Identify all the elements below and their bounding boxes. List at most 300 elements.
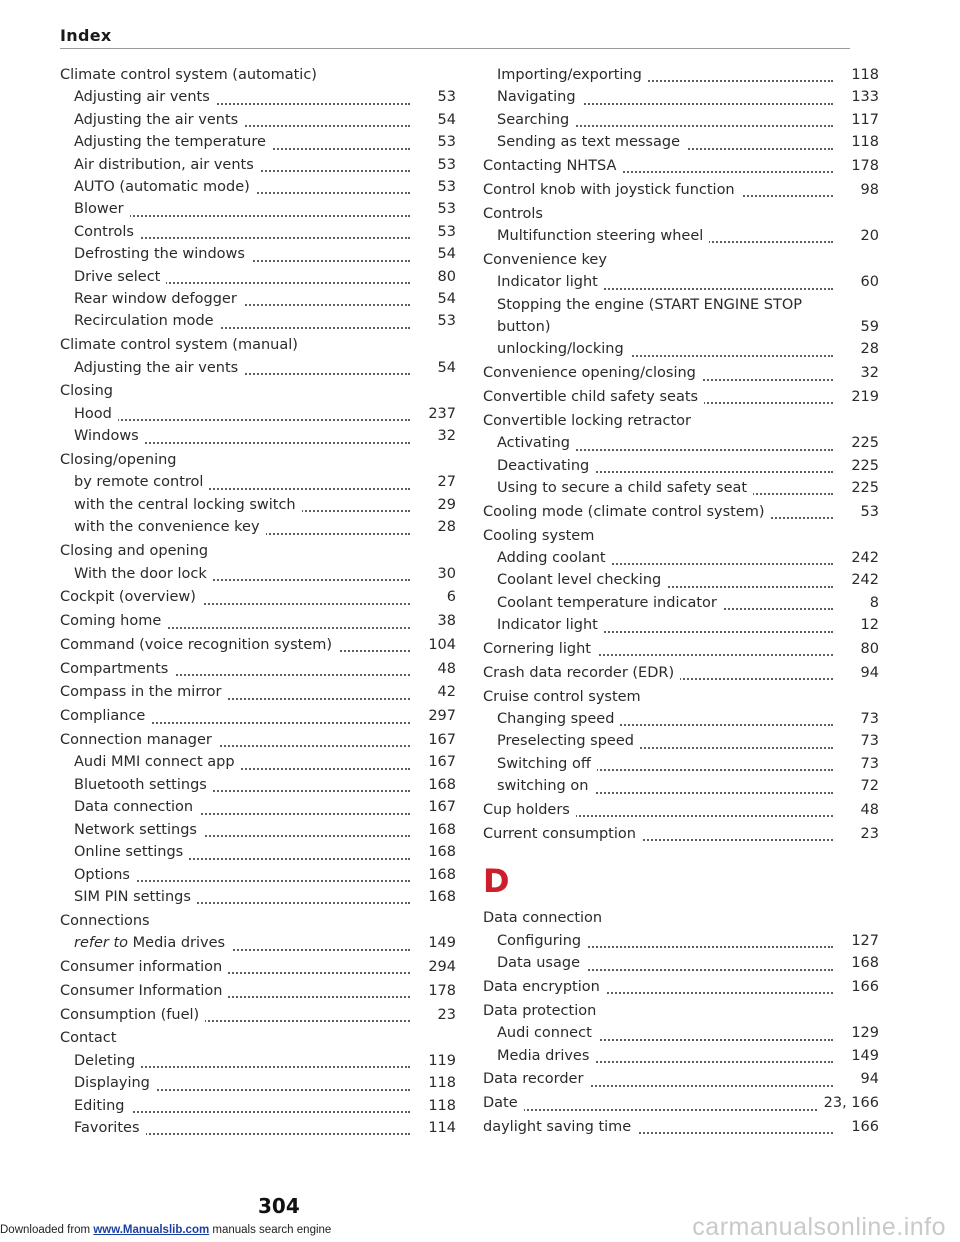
entry-text: SIM PIN settings [74, 888, 191, 905]
entry-label [483, 365, 702, 381]
entry-text: Compliance [60, 708, 146, 725]
page-reference: 53 [416, 154, 456, 176]
index-subentry [74, 886, 456, 908]
watermark-text: carmanualsonline.info [692, 1213, 946, 1241]
entry-label [74, 134, 272, 150]
entry-label [483, 206, 543, 222]
page-reference: 54 [416, 288, 456, 310]
index-subentry [74, 266, 456, 288]
entry-label [60, 637, 338, 653]
page-reference: 23, 166 [818, 1092, 879, 1114]
page-reference: 149 [416, 932, 456, 954]
entry-label [60, 913, 150, 929]
page-reference: 225 [839, 477, 879, 499]
index-subentry [497, 730, 879, 752]
entry-label [74, 822, 203, 838]
index-entry [60, 681, 456, 703]
entry-text: Cruise control system [483, 688, 641, 705]
index-entry [60, 334, 456, 356]
index-column-right [483, 64, 879, 1138]
entry-label [74, 1098, 131, 1114]
entry-text: Configuring [497, 932, 582, 949]
index-entry [60, 449, 456, 471]
entry-label [497, 572, 667, 588]
entry-label [60, 732, 218, 748]
entry-text: Audi connect [497, 1025, 592, 1042]
entry-label [74, 246, 251, 262]
index-subentry [74, 774, 456, 796]
entry-text: Convenience opening/closing [483, 365, 696, 382]
entry-text: Windows [74, 428, 139, 445]
entry-label [60, 1007, 205, 1023]
index-subentry [497, 432, 879, 454]
entry-text: with the convenience key [74, 519, 260, 536]
index-subentry [497, 294, 879, 339]
entry-text: Contacting NHTSA [483, 158, 617, 175]
entry-label [497, 112, 575, 128]
entry-text: With the door lock [74, 565, 207, 582]
entry-label [497, 228, 709, 244]
page-reference: 167 [416, 729, 456, 751]
page-reference: 133 [839, 86, 879, 108]
entry-text: Coolant temperature indicator [497, 594, 717, 611]
index-entry [60, 1027, 456, 1049]
index-subentry [74, 243, 456, 265]
index-entry [483, 410, 879, 432]
entry-text: Media drives [132, 935, 226, 952]
index-subentry [497, 547, 879, 569]
entry-label [60, 613, 167, 629]
page-reference: 53 [416, 198, 456, 220]
index-subentry [497, 952, 879, 974]
index-subentry [497, 271, 879, 293]
entry-text: Adjusting the temperature [74, 134, 266, 151]
entry-text: Convenience key [483, 251, 607, 268]
footer-prefix: Downloaded from [0, 1224, 94, 1236]
entry-text: Using to secure a child safety seat [497, 480, 748, 497]
entry-label [74, 269, 166, 285]
entry-label [74, 406, 118, 422]
entry-label [483, 252, 607, 268]
page-reference: 54 [416, 357, 456, 379]
page-reference: 118 [839, 64, 879, 86]
index-subentry [497, 1045, 879, 1067]
page-reference: 54 [416, 243, 456, 265]
page-reference: 168 [416, 774, 456, 796]
entry-label [483, 826, 642, 842]
entry-label [74, 112, 244, 128]
index-subentry [74, 357, 456, 379]
entry-text: Climate control system (manual) [60, 337, 298, 354]
index-subentry [497, 338, 879, 360]
header-divider [60, 48, 850, 49]
entry-label [74, 474, 209, 490]
index-subentry [74, 563, 456, 585]
page-reference: 98 [839, 179, 879, 201]
entry-text: by remote control [74, 474, 204, 491]
index-entry [483, 1068, 879, 1090]
page-reference: 225 [839, 432, 879, 454]
page-reference: 166 [839, 1116, 879, 1138]
entry-label [74, 201, 130, 217]
page-reference: 12 [839, 614, 879, 636]
index-subentry [497, 1022, 879, 1044]
page-reference: 32 [839, 362, 879, 384]
page-reference: 38 [416, 610, 456, 632]
entry-text: Online settings [74, 844, 184, 861]
entry-text: Data usage [497, 955, 580, 972]
entry-text: Adjusting air vents [74, 89, 210, 106]
index-entry [60, 729, 456, 751]
entry-label [483, 910, 602, 926]
index-entry [483, 249, 879, 271]
entry-text: Cockpit (overview) [60, 589, 196, 606]
entry-text: with the central locking switch [74, 496, 296, 513]
entry-label [483, 1119, 637, 1135]
index-subentry [497, 753, 879, 775]
entry-text: Preselecting speed [497, 733, 634, 750]
entry-label [74, 844, 189, 860]
index-entry [60, 586, 456, 608]
page-reference: 166 [839, 976, 879, 998]
entry-label [60, 684, 228, 700]
entry-text: Data protection [483, 1002, 597, 1019]
entry-text: Date [483, 1095, 518, 1112]
entry-text: Searching [497, 111, 570, 128]
page-reference: 28 [416, 516, 456, 538]
page-reference: 80 [839, 638, 879, 660]
index-subentry [497, 131, 879, 153]
entry-text: Editing [74, 1097, 125, 1114]
page-reference: 53 [416, 310, 456, 332]
entry-text: Coming home [60, 613, 162, 630]
page-reference: 42 [416, 681, 456, 703]
entry-text: Deactivating [497, 457, 590, 474]
cross-reference-prefix: refer to [74, 935, 133, 952]
entry-text: Stopping the engine (START ENGINE STOP button) [497, 296, 803, 336]
page-reference: 73 [839, 708, 879, 730]
page-reference: 8 [839, 592, 879, 614]
entry-text: Rear window defogger [74, 291, 237, 308]
entry-text: Deleting [74, 1052, 136, 1069]
index-subentry [74, 86, 456, 108]
entry-text: Data connection [483, 910, 603, 927]
page-reference: 48 [839, 799, 879, 821]
entry-text: Network settings [74, 821, 197, 838]
entry-text: Sending as text message [497, 134, 680, 151]
entry-text: Adjusting the air vents [74, 111, 239, 128]
entry-text: Displaying [74, 1075, 150, 1092]
entry-label [497, 274, 604, 290]
entry-label [60, 1030, 116, 1046]
index-entry [483, 823, 879, 845]
footer-suffix: manuals search engine [209, 1224, 332, 1236]
entry-label [497, 480, 753, 496]
page-reference: 117 [839, 109, 879, 131]
entry-label [483, 1095, 524, 1111]
page-reference: 32 [416, 425, 456, 447]
index-subentry [497, 477, 879, 499]
page-reference: 297 [416, 705, 456, 727]
entry-label [483, 641, 597, 657]
index-entry [483, 976, 879, 998]
index-subentry [74, 403, 456, 425]
page-reference: 72 [839, 775, 879, 797]
entry-label [497, 1048, 595, 1064]
entry-label [497, 711, 620, 727]
entry-label [497, 595, 723, 611]
entry-label [60, 452, 177, 468]
entry-label [74, 89, 216, 105]
page-number: 304 [258, 1194, 300, 1218]
page-reference: 94 [839, 662, 879, 684]
entry-text: Favorites [74, 1119, 140, 1136]
entry-label [497, 617, 604, 633]
entry-label [74, 566, 213, 582]
entry-label [74, 313, 220, 329]
page-reference: 53 [416, 86, 456, 108]
index-entry [483, 362, 879, 384]
entry-label [483, 689, 641, 705]
page-reference: 118 [416, 1072, 456, 1094]
entry-label [483, 1003, 596, 1019]
entry-label [60, 543, 208, 559]
entry-label [497, 955, 586, 971]
entry-label [74, 291, 243, 307]
entry-label [483, 979, 606, 995]
index-entry [483, 386, 879, 408]
entry-text: Command (voice recognition system) [60, 636, 333, 653]
entry-text: Compartments [60, 660, 169, 677]
entry-label [497, 297, 802, 335]
index-subentry [74, 471, 456, 493]
page-reference: 149 [839, 1045, 879, 1067]
index-entry [60, 705, 456, 727]
entry-text: Control knob with joystick function [483, 181, 735, 198]
entry-label [74, 754, 241, 770]
index-entry [483, 907, 879, 929]
index-entry [60, 610, 456, 632]
entry-text: Controls [74, 223, 134, 240]
entry-label [497, 458, 595, 474]
entry-label [483, 665, 680, 681]
page-reference: 178 [839, 155, 879, 177]
entry-label [74, 867, 136, 883]
index-entry [60, 64, 456, 86]
entry-text: Data connection [74, 799, 194, 816]
entry-text: Importing/exporting [497, 67, 642, 83]
entry-label [74, 1120, 146, 1136]
entry-label [74, 519, 266, 535]
entry-label [497, 67, 648, 83]
page-reference: 30 [416, 563, 456, 585]
page-reference: 53 [416, 221, 456, 243]
index-subentry [74, 1117, 456, 1139]
entry-label [60, 708, 151, 724]
index-entry [483, 203, 879, 225]
page-reference: 60 [839, 271, 879, 293]
index-entry [483, 1000, 879, 1022]
entry-label [74, 1053, 141, 1069]
index-subentry [74, 288, 456, 310]
page-reference: 294 [416, 956, 456, 978]
entry-text: Cup holders [483, 802, 570, 819]
entry-text: Closing [60, 383, 114, 400]
entry-label [74, 157, 260, 173]
index-subentry [74, 841, 456, 863]
index-subentry [74, 1095, 456, 1117]
entry-text: Coolant level checking [497, 572, 662, 589]
entry-text: Defrosting the windows [74, 246, 245, 263]
dot-leader [74, 419, 410, 421]
index-subentry [74, 516, 456, 538]
entry-text: Multifunction steering wheel [497, 228, 704, 245]
entry-text: Drive select [74, 268, 161, 285]
index-subentry [497, 225, 879, 247]
entry-label [497, 1025, 598, 1041]
entry-text: Indicator light [497, 617, 598, 634]
entry-text: Cooling mode (climate control system) [483, 503, 765, 520]
index-subentry [497, 775, 879, 797]
entry-label [497, 550, 612, 566]
entry-text: Adding coolant [497, 550, 606, 567]
entry-text: Data encryption [483, 978, 600, 995]
index-subentry [497, 64, 879, 86]
entry-text: Current consumption [483, 825, 636, 842]
index-entry [60, 658, 456, 680]
entry-text: switching on [497, 778, 589, 795]
index-subentry [74, 425, 456, 447]
page-reference: 168 [416, 841, 456, 863]
entry-text: AUTO (automatic mode) [74, 179, 250, 196]
page-reference: 73 [839, 730, 879, 752]
entry-text: Air distribution, air vents [74, 156, 254, 173]
page-reference: 20 [839, 225, 879, 247]
page-reference: 73 [839, 753, 879, 775]
entry-text: Recirculation mode [74, 313, 214, 330]
index-entry [483, 179, 879, 201]
entry-text: Consumer information [60, 958, 223, 975]
page-reference: 118 [839, 131, 879, 153]
page-reference: 28 [839, 338, 879, 360]
entry-text: Convertible child safety seats [483, 389, 699, 406]
page-reference: 168 [839, 952, 879, 974]
entry-text: Crash data recorder (EDR) [483, 664, 675, 681]
entry-label [74, 179, 256, 195]
page-reference: 127 [839, 930, 879, 952]
entry-text: Media drives [497, 1047, 590, 1064]
entry-text: Consumer Information [60, 982, 223, 999]
entry-label [497, 756, 597, 772]
entry-label [60, 589, 202, 605]
index-subentry [74, 198, 456, 220]
index-subentry [74, 221, 456, 243]
index-subentry [497, 455, 879, 477]
page-reference: 114 [416, 1117, 456, 1139]
entry-text: Closing/opening [60, 452, 177, 469]
entry-label [497, 89, 582, 105]
index-entry [483, 686, 879, 708]
entry-label [60, 983, 228, 999]
index-subentry [74, 109, 456, 131]
page-reference: 53 [416, 176, 456, 198]
index-subentry [497, 86, 879, 108]
page-reference: 23 [416, 1004, 456, 1026]
page-reference: 168 [416, 886, 456, 908]
entry-label [483, 182, 741, 198]
index-entry [60, 634, 456, 656]
page-reference: 23 [839, 823, 879, 845]
entry-text: Hood [74, 405, 112, 422]
entry-text: Consumption (fuel) [60, 1006, 200, 1023]
entry-text: Adjusting the air vents [74, 359, 239, 376]
index-subentry [74, 932, 456, 954]
entry-label [74, 889, 197, 905]
page-reference: 54 [416, 109, 456, 131]
index-subentry [74, 864, 456, 886]
entry-label [483, 413, 691, 429]
entry-label [74, 428, 145, 444]
index-entry [60, 540, 456, 562]
index-subentry [74, 1072, 456, 1094]
page-reference: 6 [416, 586, 456, 608]
index-subentry [74, 154, 456, 176]
entry-text: Options [74, 866, 130, 883]
index-subentry [74, 176, 456, 198]
entry-text: Convertible locking retractor [483, 412, 692, 429]
entry-text: Switching off [497, 755, 591, 772]
index-entry [60, 980, 456, 1002]
page-reference: 167 [416, 751, 456, 773]
page-reference: 29 [416, 494, 456, 516]
page-reference: 219 [839, 386, 879, 408]
index-entry [483, 662, 879, 684]
entry-label [483, 504, 771, 520]
entry-text: Closing and opening [60, 543, 209, 560]
index-entry [483, 1116, 879, 1138]
entry-label [483, 528, 594, 544]
entry-text: Compass in the mirror [60, 684, 222, 701]
index-entry [483, 1092, 879, 1114]
index-subentry [497, 109, 879, 131]
index-entry [60, 380, 456, 402]
manualslib-link[interactable]: www.Manualslib.com [93, 1224, 210, 1236]
page-reference: 53 [416, 131, 456, 153]
index-entry [483, 638, 879, 660]
entry-text: daylight saving time [483, 1118, 632, 1135]
page-reference: 168 [416, 819, 456, 841]
entry-label [497, 134, 686, 150]
entry-text: Navigating [497, 89, 576, 106]
page-reference: 168 [416, 864, 456, 886]
index-entry [483, 525, 879, 547]
dot-leader [483, 1109, 833, 1111]
index-entry [483, 155, 879, 177]
entry-label [497, 435, 576, 451]
index-entry [483, 799, 879, 821]
page-reference: 94 [839, 1068, 879, 1090]
entry-label [74, 360, 244, 376]
entry-label [60, 661, 174, 677]
index-subentry [74, 751, 456, 773]
index-subentry [74, 310, 456, 332]
index-subentry [497, 614, 879, 636]
entry-text: Climate control system (automatic) [60, 67, 317, 83]
entry-label [60, 959, 228, 975]
page-reference: 48 [416, 658, 456, 680]
index-subentry [497, 569, 879, 591]
entry-label [483, 389, 704, 405]
